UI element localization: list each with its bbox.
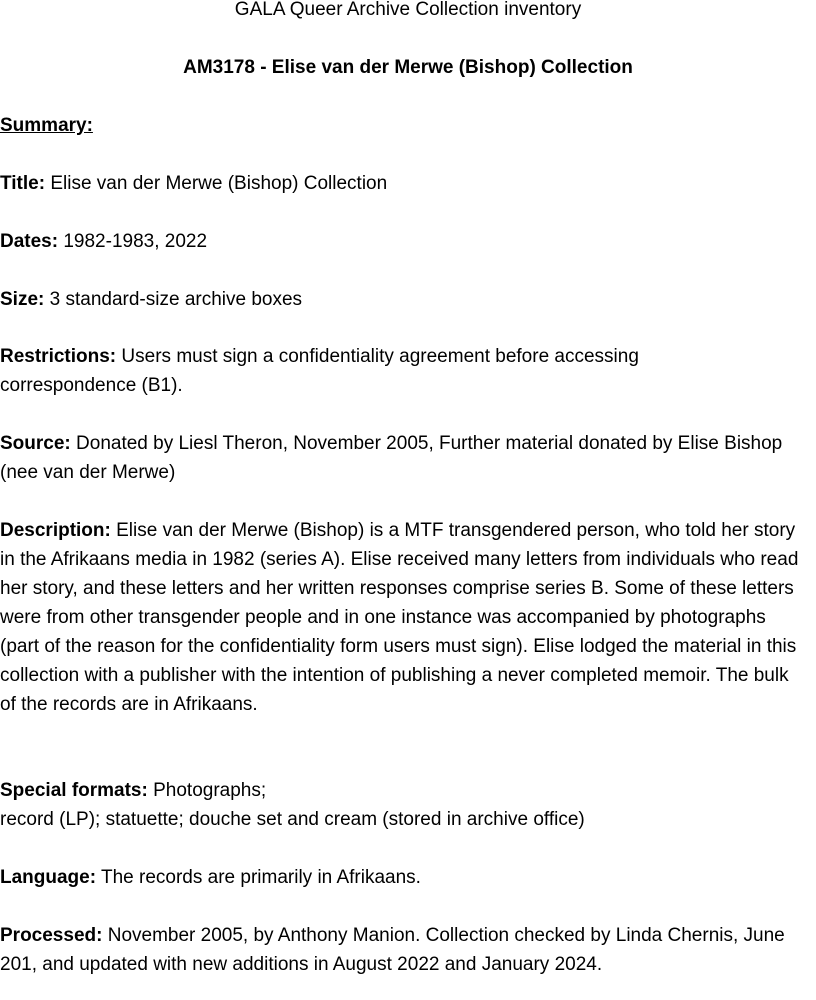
field-dates-value: 1982-1983, 2022: [58, 231, 208, 252]
summary-heading: [0, 111, 806, 140]
field-restrictions-value: Users must sign a confidentiality agreement before accessing correspondence (B1).: [0, 346, 639, 396]
field-title-value: Elise van der Merwe (Bishop) Collection: [45, 173, 388, 194]
summary-heading-text: Summary:: [0, 115, 93, 136]
field-processed-label: Processed:: [0, 925, 103, 946]
collection-title: AM3178 - Elise van der Merwe (Bishop) Collection: [183, 57, 633, 78]
field-size-label: Size:: [0, 289, 45, 310]
field-language-value: The records are primarily in Afrikaans.: [96, 867, 421, 888]
field-description: [0, 516, 806, 719]
field-language-label: Language:: [0, 867, 97, 888]
field-size-value: 3 standard-size archive boxes: [44, 289, 303, 310]
field-restrictions: [0, 342, 730, 400]
field-special-formats-label: Special formats:: [0, 780, 148, 801]
field-title: [0, 169, 806, 198]
field-description-label: Description:: [0, 520, 111, 541]
field-dates: [0, 227, 806, 256]
field-description-value: Elise van der Merwe (Bishop) is a MTF transgendered person, who told her story in the Afrikaans media in 1982 (series A). Elise received many letters from individuals who read her story, and these letters and her written responses comprise series B. Some of these letters were from other transgender people and in one instance was accompanied by photographs (part of the reason for the confidentiality form users must sign). Elise lodged the material in this collection with a publisher with the intention of publishing a never completed memoir. The bulk of the records are in Afrikaans.: [0, 520, 799, 715]
field-processed: [0, 921, 806, 979]
field-title-label: Title:: [0, 173, 46, 194]
field-special-formats: [0, 776, 806, 834]
field-source-label: Source:: [0, 433, 71, 454]
field-special-formats-value: Photographs;: [147, 780, 267, 801]
archive-header: GALA Queer Archive Collection inventory: [234, 0, 582, 20]
field-dates-label: Dates:: [0, 231, 59, 252]
field-source-value: Donated by Liesl Theron, November 2005, Further material donated by Elise Bishop (nee van der Merwe): [0, 433, 783, 483]
field-processed-value: November 2005, by Anthony Manion. Collection checked by Linda Chernis, June 201, and updated with new additions in August 2022 and January 2024.: [0, 925, 785, 975]
field-source: [0, 429, 806, 487]
field-special-formats-value-line2: record (LP); statuette; douche set and cream (stored in archive office): [0, 809, 585, 830]
field-size: [0, 285, 806, 314]
field-restrictions-label: Restrictions:: [0, 346, 117, 367]
field-language: [0, 863, 806, 892]
